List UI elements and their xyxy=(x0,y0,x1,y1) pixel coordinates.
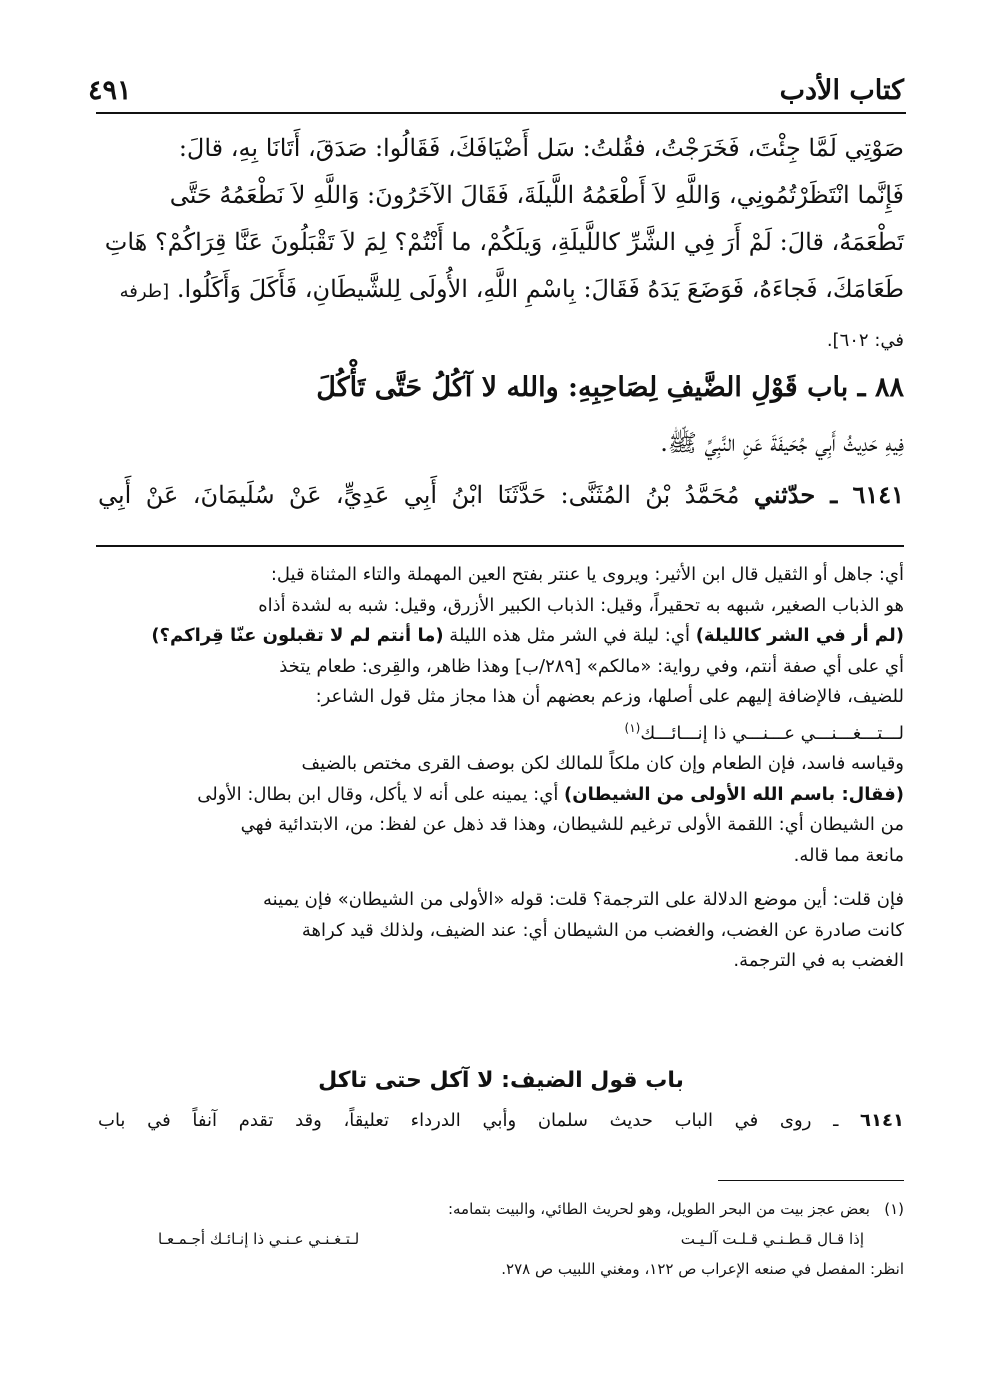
matn-line-text: طَعَامَكَ، فَجاءَهُ، فَوَضَعَ يَدَهُ فَقَالَ: بِاسْمِ اللَّهِ، الأُولَى لِلشَّيطَانِ، فَأَكَلَ وَأَكَلُوا. xyxy=(176,275,904,303)
hadith-isnad: مُحَمَّدُ بْنُ المُثَنَّى: حَدَّثَنَا ابْنُ أَبِي عَدِيٍّ، عَنْ سُلَيمَانَ، عَنْ أَبِي xyxy=(98,481,740,509)
commentary-quote: (فقال: باسم الله الأولى من الشيطان) xyxy=(564,783,904,805)
hemistich-second: لـتـغـنـي عـنـي ذا إنـائـك أجـمـعـا xyxy=(158,1230,360,1248)
tarf-reference-close: في: ٦٠٢]. xyxy=(826,330,904,351)
header-rule xyxy=(96,112,906,114)
footnote-intro: بعض عجز بيت من البحر الطويل، وهو لحريث الطائي، والبيت بتمامه: xyxy=(447,1200,870,1218)
footnote-line xyxy=(98,1194,904,1224)
footnotes xyxy=(98,1194,904,1284)
matn-line: تَطْعَمَهُ، قالَ: لَمْ أَرَ فِي الشَّرِّ كاللَّيلَةِ، وَيلَكُمْ، ما أَنْتُمْ؟ لِمَ لاَ تَقْبَلُونَ عَنَّا قِرَاكُمْ؟ هَاتِ xyxy=(104,228,904,256)
matn-line xyxy=(98,315,904,364)
commentary-line: من الشيطان أي: اللقمة الأولى ترغيم للشيطان، وهذا قد ذهل عن لفظ: من، الابتدائية فهي xyxy=(240,814,904,835)
poetry-verse xyxy=(98,713,904,750)
matn-line: فَإِنَّما انْتَظَرْتُمُونِي، وَاللَّهِ لاَ أَطْعَمُهُ اللَّيلَةَ، فَقَالَ الآخَرُونَ: وَاللَّهِ لاَ نَطْعَمُهُ حَتَّى xyxy=(169,181,904,209)
commentary-line xyxy=(98,780,904,811)
verse-text: لـــتـــغـــنـــي عـــنـــي ذا إنـــائـــك xyxy=(640,722,904,744)
commentary-line: الغضب به في الترجمة. xyxy=(733,950,904,971)
footnote-rule xyxy=(718,1180,904,1181)
commentary-line: وقياسه فاسد، فإن الطعام وإن كان ملكاً للمالك لكن بوصف القرى مختص بالضيف xyxy=(301,753,904,774)
commentary-line xyxy=(98,621,904,652)
commentary-hadith-number: ٦١٤١ xyxy=(860,1110,904,1131)
matn-line: صَوْتِي لَمَّا جِئْتَ، فَخَرَجْتُ، فقُلتُ: سَل أَضْيَافَكَ، فَقَالُوا: صَدَقَ، أَتَانَا بِهِ، قالَ: xyxy=(178,134,904,162)
hadith-number: ٦١٤١ ـ حدّثني xyxy=(753,480,904,509)
hemistich-first: إذا قـال قـطـنـي قـلـت آلـيـت xyxy=(680,1230,864,1248)
footnote-couplet xyxy=(98,1224,904,1254)
commentary-line: فإن قلت: أين موضع الدلالة على الترجمة؟ قلت: قوله «الأولى من الشيطان» فإن يمينه xyxy=(263,889,904,910)
commentary-line: للضيف، فالإضافة إليهم على أصلها، وزعم بعضهم أن هذا مجاز مثل قول الشاعر: xyxy=(315,686,904,707)
footnote-marker: (١) xyxy=(884,1200,904,1218)
hadith-text-block xyxy=(98,125,904,364)
commentary-quote: (لم أر في الشر كالليلة) xyxy=(695,625,904,646)
commentary-line: أي: جاهل أو الثقيل قال ابن الأثير: ويروى يا عنتر بفتح العين المهملة والتاء المثناة قيل: xyxy=(270,564,904,585)
hadith-isnad-line xyxy=(98,480,904,509)
commentary-text: أي: يمينه على أنه لا يأكل، وقال ابن بطال: الأولى xyxy=(197,783,565,805)
chapter-heading: ٨٨ ـ باب قَوْلِ الضَّيفِ لِصَاحِبِهِ: والله لا آكُلُ حَتَّى تَأْكُلَ xyxy=(316,372,904,403)
commentary-line: مانعة مما قاله. xyxy=(793,844,904,866)
running-header xyxy=(88,70,904,110)
chapter-subline: فِيهِ حَدِيثُ أَبِي جُحَيفَةَ عَنِ النَّبِيِّ ﷺ. xyxy=(660,429,904,457)
commentary-hadith-line xyxy=(98,1110,904,1131)
footnote-ref[interactable]: (١) xyxy=(624,720,641,735)
commentary-text: أي: ليلة في الشر مثل هذه الليلة xyxy=(443,625,696,646)
page-number: ٤٩١ xyxy=(88,74,132,106)
commentary-line: كانت صادرة عن الغضب، والغضب من الشيطان أي: عند الضيف، ولذلك قيد كراهة xyxy=(301,919,904,941)
commentary-chapter-heading: باب قول الضيف: لا آكل حتى تاكل xyxy=(318,1068,684,1093)
book-title: كتاب الأدب xyxy=(779,74,904,106)
footnote-source: انظر: المفصل في صنعه الإعراب ص ١٢٢، ومغني اللبيب ص ٢٧٨. xyxy=(501,1260,904,1278)
commentary-line: هو الذباب الصغير، شبهه به تحقيراً، وقيل: الذباب الكبير الأزرق، وقيل: شبه به لشدة أذاه xyxy=(258,594,904,616)
matn-line xyxy=(98,266,904,315)
commentary-quote: (ما أنتم لم لا تقبلون عنّا قِراكم؟) xyxy=(151,625,444,646)
commentary-line: أي على أي صفة أنتم، وفي رواية: «مالكم» [٢٨٩/ب] وهذا ظاهر، والقِرى: طعام يتخذ xyxy=(279,655,904,677)
tarf-reference-open: [طرفه xyxy=(119,281,170,302)
commentary-divider xyxy=(96,545,904,547)
commentary-hadith-text: ـ روى في الباب حديث سلمان وأبي الدرداء تعليقاً، وقد تقدم آنفاً في باب xyxy=(98,1110,861,1131)
commentary-block xyxy=(98,560,904,977)
